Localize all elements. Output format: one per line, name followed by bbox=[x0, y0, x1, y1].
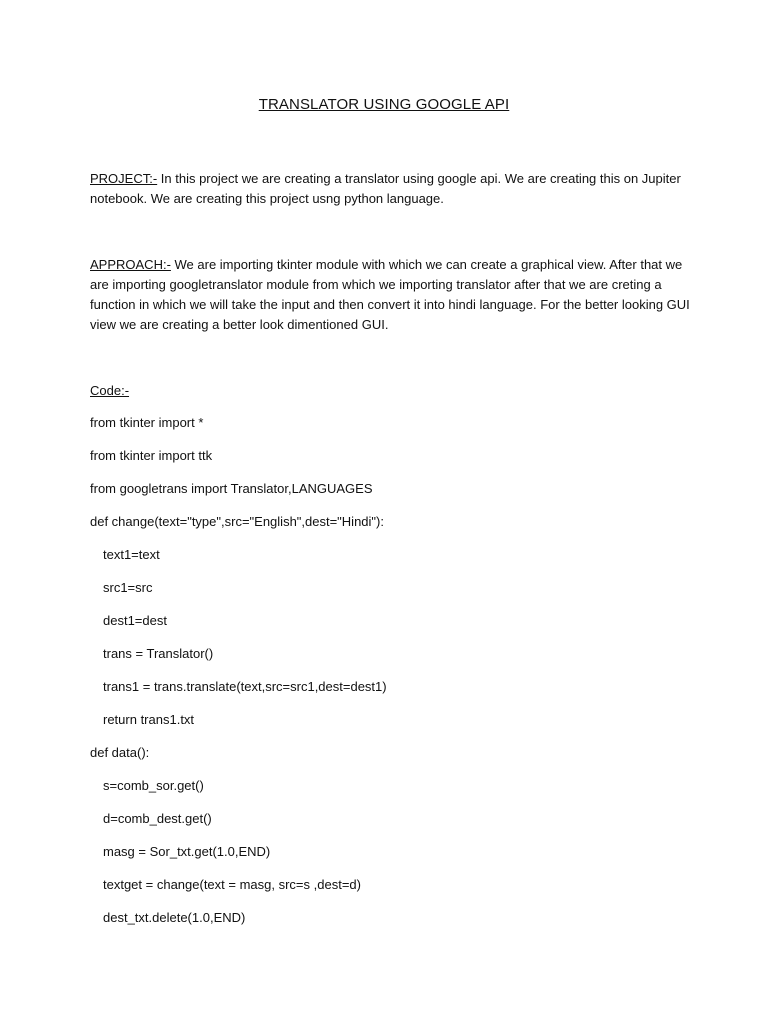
code-line: d=comb_dest.get() bbox=[103, 811, 212, 826]
code-line: dest_txt.delete(1.0,END) bbox=[103, 910, 246, 925]
project-paragraph bbox=[90, 169, 690, 209]
code-line: text1=text bbox=[103, 547, 160, 562]
approach-text: We are importing tkinter module with which we can create a graphical view. After that we are importing googletranslator module from which we importing translator after that we are creting a function in which we will take the input and then convert it into hindi language. For the better looking GUI view we are creating a better look dimentioned GUI. bbox=[90, 257, 690, 332]
code-line: def change(text="type",src="English",dest="Hindi"): bbox=[90, 514, 384, 529]
code-line: def data(): bbox=[90, 745, 150, 760]
code-line: dest1=dest bbox=[103, 613, 167, 628]
approach-label: APPROACH:- bbox=[90, 257, 171, 272]
project-label: PROJECT:- bbox=[90, 171, 158, 186]
code-line: masg = Sor_txt.get(1.0,END) bbox=[103, 844, 271, 859]
code-line: s=comb_sor.get() bbox=[103, 778, 204, 793]
code-line: return trans1.txt bbox=[103, 712, 195, 727]
code-line: from tkinter import * bbox=[90, 415, 204, 430]
approach-paragraph bbox=[90, 255, 690, 335]
code-line: textget = change(text = masg, src=s ,dest=d) bbox=[103, 877, 361, 892]
document-title: TRANSLATOR USING GOOGLE API bbox=[258, 96, 510, 113]
code-line: from googletrans import Translator,LANGUAGES bbox=[90, 481, 373, 496]
code-line: trans = Translator() bbox=[103, 646, 214, 661]
code-line: src1=src bbox=[103, 580, 153, 595]
code-line: from tkinter import ttk bbox=[90, 448, 213, 463]
code-label: Code:- bbox=[90, 383, 130, 398]
code-line: trans1 = trans.translate(text,src=src1,dest=dest1) bbox=[103, 679, 387, 694]
project-text: In this project we are creating a translator using google api. We are creating this on Jupiter notebook. We are creating this project usng python language. bbox=[90, 171, 681, 206]
